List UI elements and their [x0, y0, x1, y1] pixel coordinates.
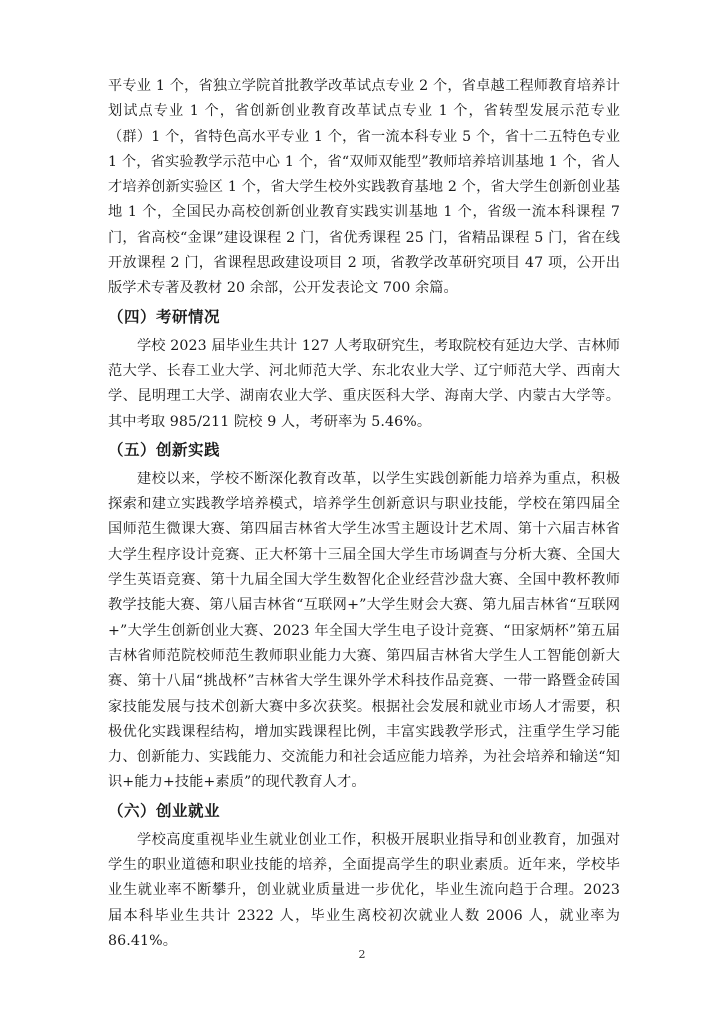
document-page — [108, 74, 620, 954]
section-paragraph-postgraduate: 学校 2023 届毕业生共计 127 人考取研究生，考取院校有延边大学、吉林师范大学、长春工业大学、河北师范大学、东北农业大学、辽宁师范大学、西南大学、昆明理工大学、湖南农业大学、重庆医科大学、海南大学、内蒙古大学等。其中考取 985/211 院校 9 人，考研率为 5.46%。 — [108, 337, 620, 430]
section-heading-postgraduate: （四）考研情况 — [108, 307, 221, 326]
section-heading-innovation-practice: （五）创新实践 — [108, 440, 221, 459]
section-heading-employment: （六）创业就业 — [108, 801, 221, 820]
page-number: 2 — [358, 948, 366, 961]
continuation-paragraph: 平专业 1 个，省独立学院首批教学改革试点专业 2 个，省卓越工程师教育培养计划试点专业 1 个，省创新创业教育改革试点专业 1 个，省转型发展示范专业（群）1 个，省特色高水平专业 1 个，省一流本科专业 5 个，省十二五特色专业 1 个，省实验教学示范中心 1 个，省“双师双能型”教师培养培训基地 1 个，省人才培养创新实验区 1 个，省大学生校外实践教育基地 2 个，省大学生创新创业基地 1 个，全国民办高校创新创业教育实践实训基地 1 个，省级一流本科课程 7 门，省高校“金课”建设课程 2 门，省优秀课程 25 门，省精品课程 5 门，省在线开放课程 2 门，省课程思政建设项目 2 项，省教学改革研究项目 47 项，公开出版学术专著及教材 20 余部，公开发表论文 700 余篇。 — [108, 78, 620, 297]
section-paragraph-innovation-practice: 建校以来，学校不断深化教育改革，以学生实践创新能力培养为重点，积极探索和建立实践教学培养模式，培养学生创新意识与职业技能，学校在第四届全国师范生微课大赛、第四届吉林省大学生冰雪主题设计艺术周、第十六届吉林省大学生程序设计竞赛、正大杯第十三届全国大学生市场调查与分析大赛、全国大学生英语竞赛、第十九届全国大学生数智化企业经营沙盘大赛、全国中教杯教师教学技能大赛、第八届吉林省“互联网+”大学生财会大赛、第九届吉林省“互联网+”大学生创新创业大赛、2023 年全国大学生电子设计竞赛、“田家炳杯”第五届吉林省师范院校师范生教师职业能力大赛、第四届吉林省大学生人工智能创新大赛、第十八届“挑战杯”吉林省大学生课外学术科技作品竞赛、一带一路暨金砖国家技能发展与技术创新大赛中多次获奖。根据社会发展和就业市场人才需要，积极优化实践课程结构，增加实践课程比例，丰富实践教学形式，注重学生学习能力、创新能力、实践能力、交流能力和社会适应能力培养，为社会培养和输送“知识+能力+技能+素质”的现代教育人才。 — [108, 470, 620, 791]
section-paragraph-employment: 学校高度重视毕业生就业创业工作，积极开展职业指导和创业教育，加强对学生的职业道德和职业技能的培养，全面提高学生的职业素质。近年来，学校毕业生就业率不断攀升，创业就业质量进一步优化，毕业生流向趋于合理。2023 届本科毕业生共计 2322 人，毕业生离校初次就业人数 2006 人，就业率为 86.41%。 — [108, 831, 620, 949]
